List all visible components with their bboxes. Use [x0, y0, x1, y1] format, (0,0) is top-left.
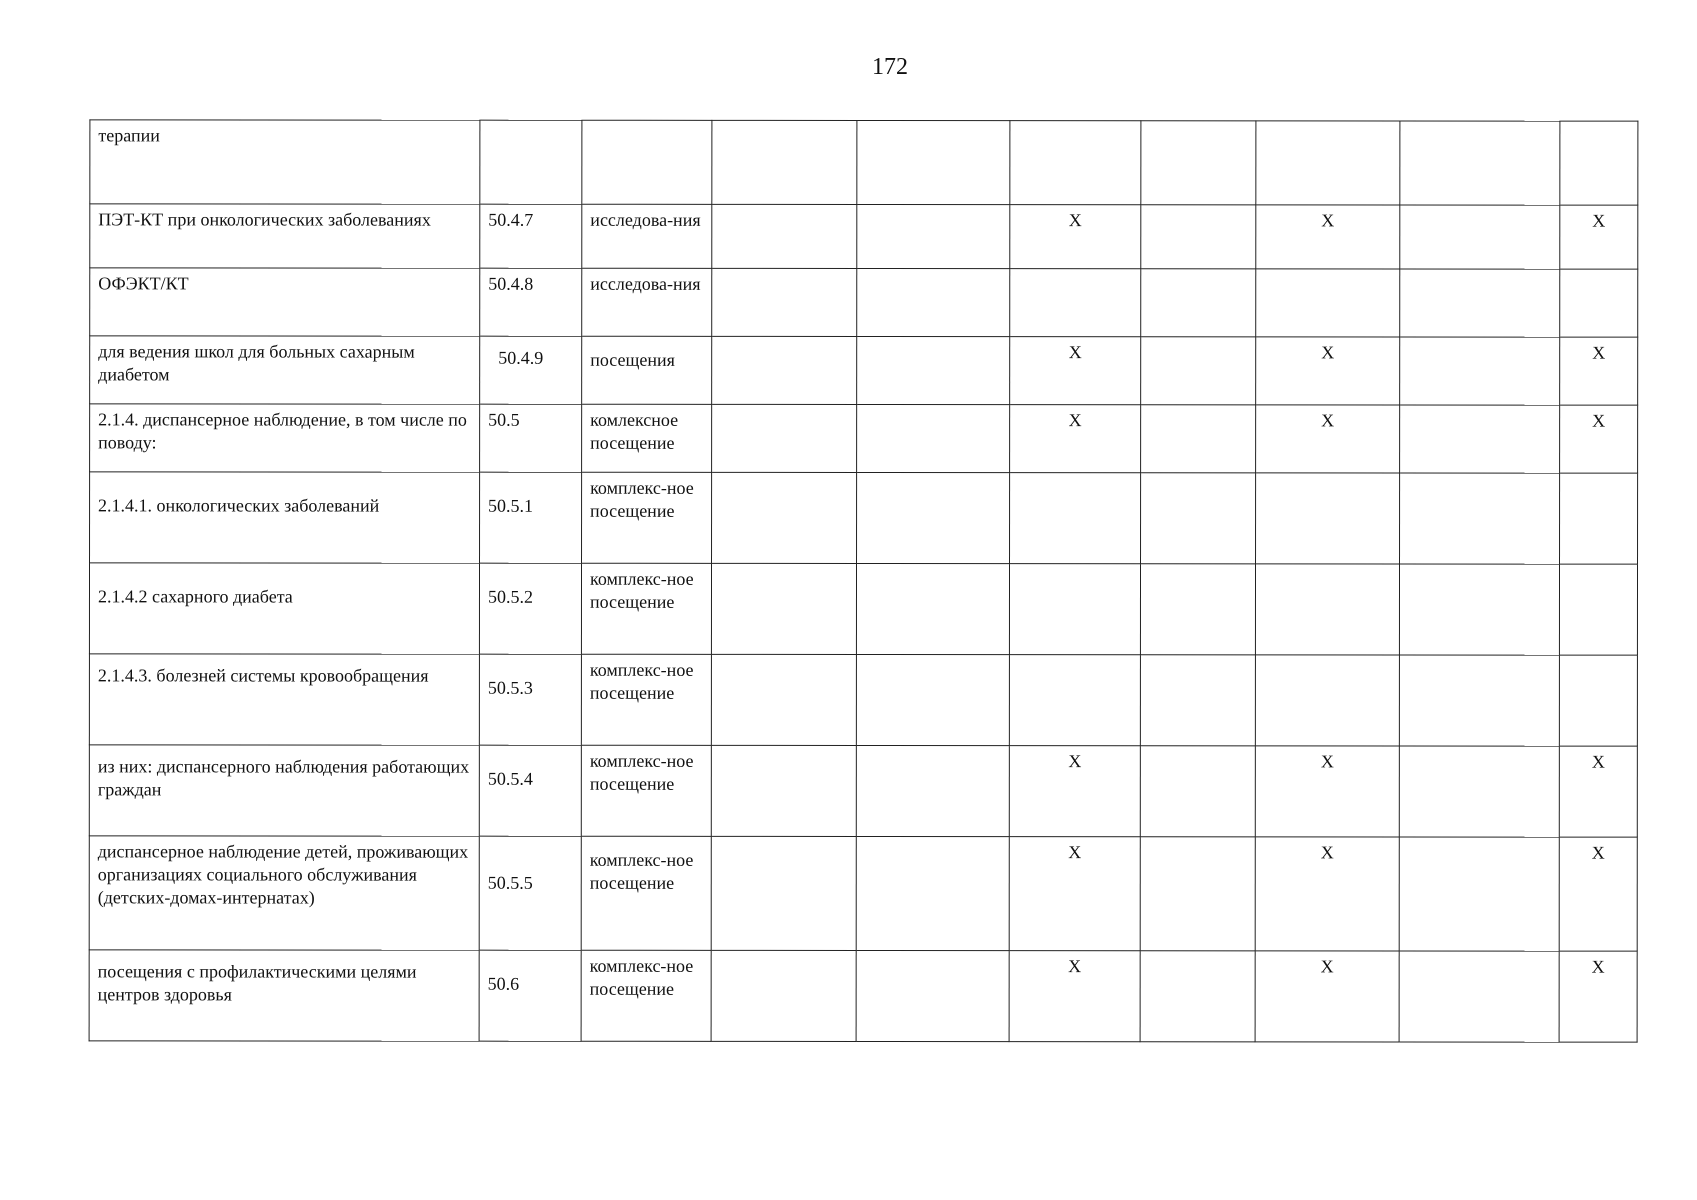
empty-cell — [856, 563, 1009, 654]
mark-cell — [1010, 473, 1141, 564]
empty-cell — [1141, 269, 1256, 337]
table-row — [90, 204, 1638, 269]
row-name-cell: 2.1.4.2 сахарного диабета — [89, 563, 479, 654]
empty-cell — [1140, 564, 1255, 655]
row-code-cell: 50.4.9 — [480, 336, 582, 404]
empty-cell — [1140, 746, 1255, 837]
mark-cell: X — [1560, 405, 1638, 473]
mark-cell — [1560, 473, 1638, 564]
empty-cell — [1141, 473, 1256, 564]
empty-cell — [857, 204, 1010, 268]
mark-cell: X — [1009, 951, 1140, 1042]
empty-cell — [856, 836, 1009, 950]
empty-cell — [857, 120, 1010, 204]
page-number: 172 — [872, 54, 908, 80]
mark-cell — [1256, 269, 1400, 337]
mark-cell — [1256, 473, 1400, 564]
row-code-cell: 50.6 — [479, 950, 581, 1041]
row-code-cell: 50.5.2 — [479, 563, 581, 654]
empty-cell — [857, 404, 1010, 472]
row-code-cell — [480, 120, 582, 204]
empty-cell — [1141, 405, 1256, 473]
row-unit-cell: комплекс-ное посещение — [581, 836, 711, 950]
table-row — [90, 472, 1638, 564]
empty-cell — [711, 950, 856, 1041]
empty-cell — [1400, 269, 1560, 337]
row-unit-cell: исследова-ния — [582, 268, 712, 336]
empty-cell — [1140, 837, 1255, 951]
row-code-cell: 50.5.4 — [479, 745, 581, 836]
mark-cell: X — [1559, 746, 1637, 837]
table-row — [90, 336, 1638, 405]
empty-cell — [1400, 121, 1560, 205]
row-code-cell: 50.5.1 — [480, 472, 582, 563]
row-name-cell: ОФЭКТ/КТ — [90, 268, 480, 336]
row-unit-cell: комплекс-ное посещение — [581, 654, 711, 745]
empty-cell — [1399, 564, 1559, 655]
empty-cell — [1399, 655, 1559, 746]
table-row — [90, 268, 1638, 337]
row-name-cell: диспансерное наблюдение детей, проживающих организациях социального обслуживания (детских-домах-интернатах) — [89, 836, 479, 950]
empty-cell — [1140, 655, 1255, 746]
row-name-cell: посещения с профилактическими целями центров здоровья — [89, 950, 479, 1041]
row-name-cell: из них: диспансерного наблюдения работающих граждан — [89, 745, 479, 836]
empty-cell — [711, 745, 856, 836]
empty-cell — [1400, 473, 1560, 564]
mark-cell — [1009, 564, 1140, 655]
row-unit-cell: комплекс-ное посещение — [581, 745, 711, 836]
row-name-cell: 2.1.4. диспансерное наблюдение, в том числе по поводу: — [90, 404, 480, 472]
table-row — [89, 563, 1637, 655]
row-code-cell: 50.4.8 — [480, 268, 582, 336]
mark-cell: X — [1010, 205, 1141, 269]
empty-cell — [1400, 205, 1560, 269]
row-unit-cell: комлексное посещение — [582, 404, 712, 472]
row-unit-cell: исследова-ния — [582, 204, 712, 268]
row-code-cell: 50.5.3 — [479, 654, 581, 745]
empty-cell — [1399, 746, 1559, 837]
table-row — [89, 745, 1637, 837]
mark-cell — [1560, 121, 1638, 205]
mark-cell — [1010, 269, 1141, 337]
mark-cell: X — [1010, 337, 1141, 405]
mark-cell: X — [1255, 951, 1399, 1042]
empty-cell — [712, 120, 857, 204]
row-code-cell: 50.4.7 — [480, 204, 582, 268]
empty-cell — [856, 745, 1009, 836]
row-name-cell: терапии — [90, 120, 480, 204]
mark-cell: X — [1256, 337, 1400, 405]
empty-cell — [711, 563, 856, 654]
table-row — [89, 654, 1637, 746]
mark-cell: X — [1560, 205, 1638, 269]
empty-cell — [711, 836, 856, 950]
empty-cell — [856, 654, 1009, 745]
row-code-cell: 50.5 — [480, 404, 582, 472]
mark-cell — [1255, 564, 1399, 655]
empty-cell — [712, 204, 857, 268]
table-row — [90, 404, 1638, 473]
empty-cell — [1399, 951, 1559, 1042]
empty-cell — [712, 404, 857, 472]
mark-cell — [1010, 121, 1141, 205]
empty-cell — [712, 268, 857, 336]
row-unit-cell: комплекс-ное посещение — [581, 950, 711, 1041]
row-unit-cell: комплекс-ное посещение — [581, 563, 711, 654]
empty-cell — [1141, 337, 1256, 405]
mark-cell: X — [1255, 837, 1399, 951]
row-code-cell: 50.5.5 — [479, 836, 581, 950]
mark-cell: X — [1009, 746, 1140, 837]
empty-cell — [856, 950, 1009, 1041]
empty-cell — [857, 268, 1010, 336]
mark-cell: X — [1255, 746, 1399, 837]
mark-cell — [1559, 564, 1637, 655]
mark-cell: X — [1256, 205, 1400, 269]
row-name-cell: ПЭТ-КТ при онкологических заболеваниях — [90, 204, 480, 268]
row-unit-cell: комплекс-ное посещение — [582, 472, 712, 563]
mark-cell: X — [1009, 837, 1140, 951]
table-row — [90, 120, 1638, 205]
mark-cell — [1255, 655, 1399, 746]
empty-cell — [711, 654, 856, 745]
mark-cell: X — [1010, 405, 1141, 473]
empty-cell — [712, 472, 857, 563]
empty-cell — [1141, 121, 1256, 205]
row-name-cell: для ведения школ для больных сахарным диабетом — [90, 336, 480, 404]
empty-cell — [712, 336, 857, 404]
mark-cell: X — [1559, 837, 1637, 951]
row-name-cell: 2.1.4.1. онкологических заболеваний — [90, 472, 480, 563]
empty-cell — [1400, 337, 1560, 405]
empty-cell — [1400, 405, 1560, 473]
empty-cell — [857, 472, 1010, 563]
data-table — [89, 119, 1639, 1042]
mark-cell: X — [1560, 337, 1638, 405]
row-unit-cell: посещения — [582, 336, 712, 404]
empty-cell — [1140, 951, 1255, 1042]
empty-cell — [1141, 205, 1256, 269]
row-name-cell: 2.1.4.3. болезней системы кровообращения — [89, 654, 479, 745]
mark-cell: X — [1256, 405, 1400, 473]
mark-cell — [1560, 269, 1638, 337]
mark-cell — [1009, 655, 1140, 746]
empty-cell — [1399, 837, 1559, 951]
row-unit-cell — [582, 120, 712, 204]
mark-cell: X — [1559, 951, 1637, 1042]
empty-cell — [857, 336, 1010, 404]
table-row — [89, 836, 1637, 951]
mark-cell — [1559, 655, 1637, 746]
mark-cell — [1256, 121, 1400, 205]
table-row — [89, 950, 1637, 1042]
